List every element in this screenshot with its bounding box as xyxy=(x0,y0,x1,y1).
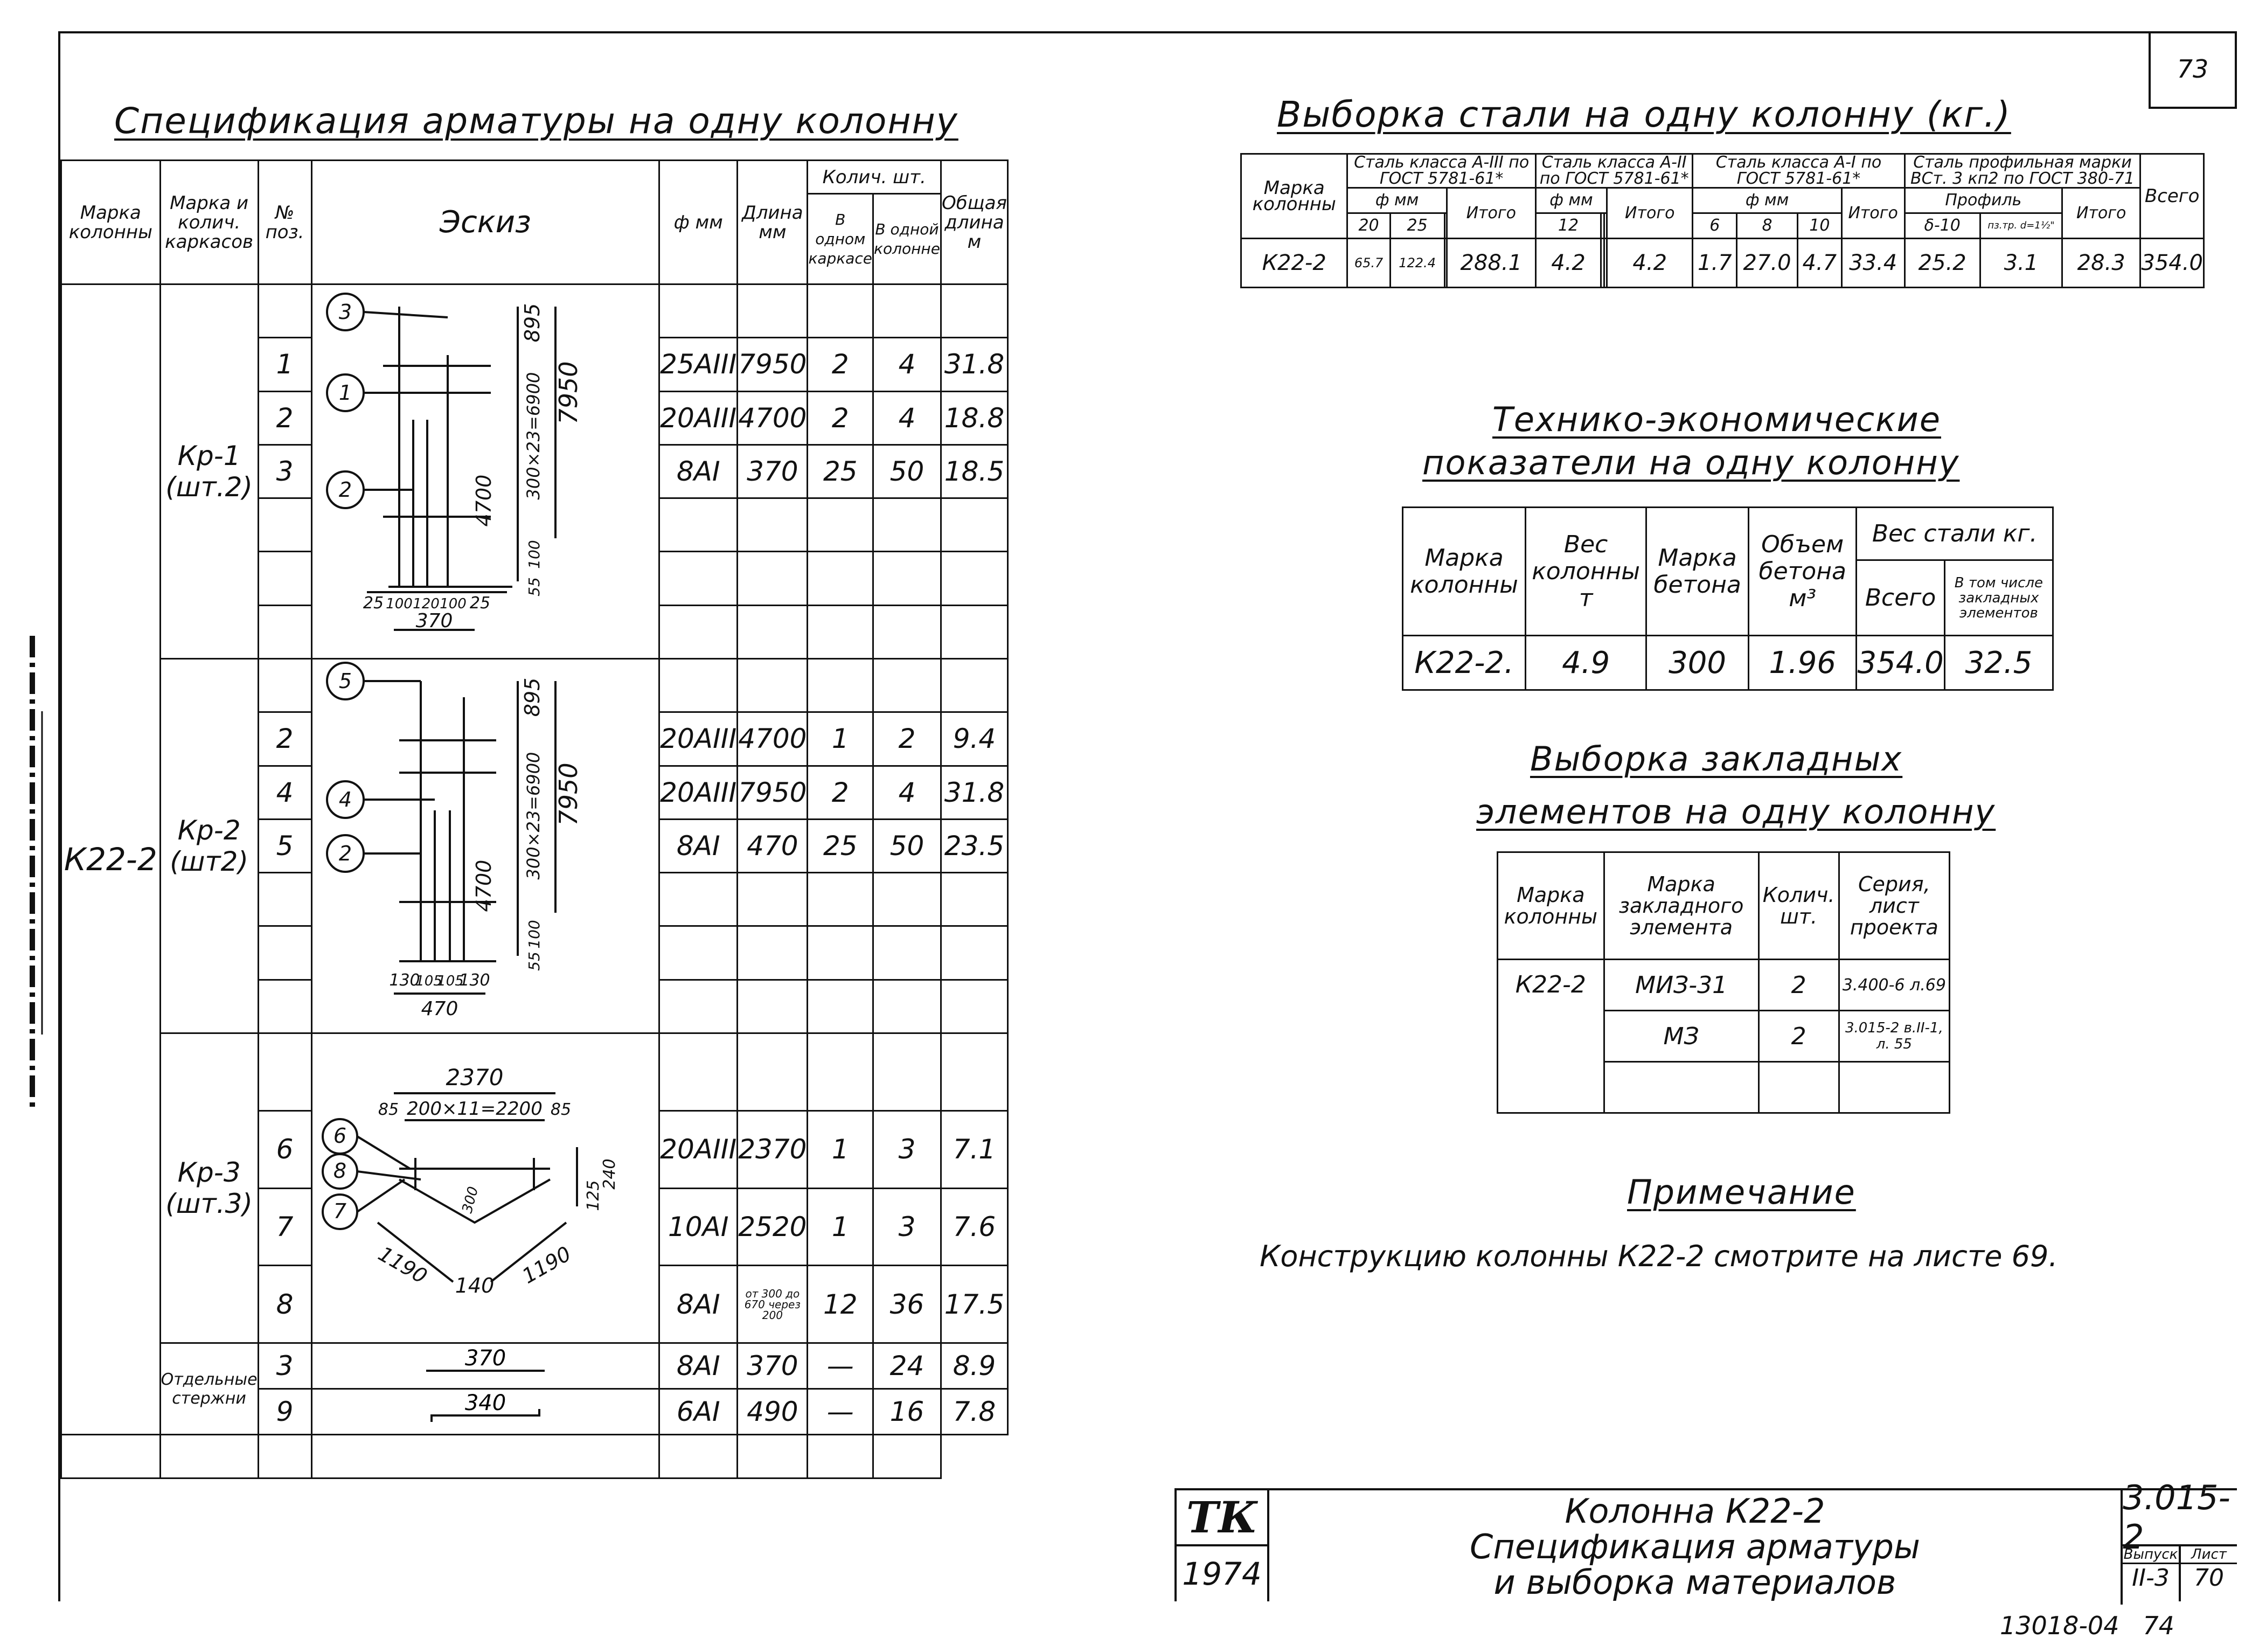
dim-130a: 130 xyxy=(389,971,420,990)
dim-300: 300 xyxy=(459,1185,482,1215)
dim-7950: 7950 xyxy=(553,361,583,425)
table-row: Отдельные стержни 3 370 8АI 370 — 24 8.9 xyxy=(61,1343,1008,1389)
steel-hdr-a1: Сталь класса А-I по ГОСТ 5781-61* xyxy=(1693,154,1904,188)
dim-140: 140 xyxy=(455,1274,495,1297)
dim-125: 125 xyxy=(583,1180,603,1211)
mark-5: 5 xyxy=(338,669,352,693)
steel-row: К22-2 65.7 122.4 288.1 4.2 4.2 1.7 27.0 4.7 33.4 25.2 3.1 28.3 354.0 xyxy=(1241,239,2204,288)
side-binding-marks xyxy=(0,625,48,1121)
sketch-kr1-drawing xyxy=(313,285,658,651)
bar9-dim: 340 xyxy=(464,1391,506,1415)
hdr-length: Длина мм xyxy=(738,161,808,284)
dim-7950-b: 7950 xyxy=(553,762,583,826)
mark-1: 1 xyxy=(338,381,352,405)
sketch-kr1 xyxy=(311,284,659,659)
sketch-kr3-drawing xyxy=(313,1034,658,1336)
tep-row: К22-2. 4.9 300 1.96 354.0 32.5 xyxy=(1403,636,2053,690)
hdr-column-mark: Марка колонны xyxy=(61,161,161,284)
table-row: 5 8АI 470 25 50 23.5 xyxy=(61,819,1008,872)
emb-row: К22-2 МИЗ-31 2 3.400-6 л.69 xyxy=(1498,960,1950,1011)
mark-8: 8 xyxy=(333,1159,346,1183)
dim-6900: 300×23=6900 xyxy=(523,372,544,500)
table-row: 2 20АIII 4700 2 4 18.8 xyxy=(61,391,1008,445)
table-row: 1 25АIII 7950 2 4 31.8 xyxy=(61,338,1008,391)
dim-55-b: 55 xyxy=(525,952,543,971)
emb-row: МЗ 2 3.015-2 в.II-1, л. 55 xyxy=(1498,1011,1950,1062)
tep-table: Марка колонны Вес колонны т Марка бетона Объем бетона м³ Вес стали кг. Всего В том числе закладных элементов К22-2. 4.9 300 1.96 354.0 32.5 xyxy=(1402,506,2054,691)
steel-title: Выборка стали на одну колонну (кг.) xyxy=(1277,94,2011,135)
dim-100b: 100 xyxy=(440,596,467,612)
dim-105a: 105 xyxy=(415,973,442,989)
emb-title-1: Выборка закладных xyxy=(1530,739,1903,779)
dim-2200: 200×11=2200 xyxy=(406,1098,543,1120)
dim-895-b: 895 xyxy=(520,677,544,717)
dim-1190a: 1190 xyxy=(374,1241,432,1288)
cage-kr3: Кр-3 (шт.3) xyxy=(160,1033,258,1343)
table-row: 4 20АIII 7950 2 4 31.8 xyxy=(61,766,1008,819)
dim-120: 120 xyxy=(413,596,440,612)
hdr-total: Общая длина м xyxy=(941,161,1007,284)
dim-6900-b: 300×23=6900 xyxy=(523,752,544,880)
hdr-qty: Колич. шт. xyxy=(808,161,941,194)
table-row: 2 20АIII 4700 1 2 9.4 xyxy=(61,712,1008,766)
mark-3: 3 xyxy=(338,300,352,324)
steel-hdr-profile: Сталь профильная марки ВСт. 3 кп2 по ГОСТ 380-71 xyxy=(1904,154,2140,188)
bar3-dim: 370 xyxy=(464,1346,506,1371)
hdr-qty-cage: В одном каркасе xyxy=(808,194,873,284)
sketch-kr2 xyxy=(311,659,659,1033)
dim-1190b: 1190 xyxy=(518,1241,575,1288)
mark-4: 4 xyxy=(338,788,352,811)
table-row: 9 340 6АI 490 — 16 7.8 xyxy=(61,1389,1008,1435)
dim-100a: 100 xyxy=(386,596,413,612)
bar3-drawing xyxy=(405,1344,566,1382)
sketch-kr3 xyxy=(311,1033,659,1343)
steel-hdr-mark: Марка колонны xyxy=(1241,154,1347,239)
logo: ТК xyxy=(1177,1490,1269,1546)
cage-kr1: Кр-1 (шт.2) xyxy=(160,284,258,659)
hdr-pos: № поз. xyxy=(258,161,311,284)
emb-table: Марка колонны Марка закладного элемента Колич. шт. Серия, лист проекта К22-2 МИЗ-31 2 3.400-6 л.69 МЗ 2 3.015-2 в.II-1, л. 55 xyxy=(1497,851,1950,1114)
sketch-bar9 xyxy=(311,1389,659,1435)
tep-title-2: показатели на одну колонну xyxy=(1422,443,1960,482)
mark-2b: 2 xyxy=(338,842,352,865)
dim-85b: 85 xyxy=(550,1100,571,1119)
sheet-number: 73 xyxy=(2149,31,2237,109)
dim-105b: 105 xyxy=(437,973,464,989)
spec-title: Спецификация арматуры на одну колонну xyxy=(114,100,958,142)
table-row: 7 10АI 2520 1 3 7.6 xyxy=(61,1188,1008,1266)
tep-title-1: Технико-экономические xyxy=(1492,400,1941,439)
steel-hdr-total: Всего xyxy=(2140,154,2204,239)
dim-100-b: 100 xyxy=(525,920,543,949)
steel-hdr-a2: Сталь класса А-II по ГОСТ 5781-61* xyxy=(1535,154,1693,188)
mark-7: 7 xyxy=(333,1199,346,1223)
steel-table: Марка колонны Сталь класса А-III по ГОСТ 5781-61* Сталь класса А-II по ГОСТ 5781-61* Сталь класса А-I по ГОСТ 5781-61* Сталь профильная марки ВСт. 3 кп2 по ГОСТ 380-71 Всего ф мм Итого ф мм Итого ф мм Итого Профиль Итого 20 25 12 6 8 10 δ-10 пз.тр. d=1½" К22-2 65.7 122.4 288.1 4.2 4.2 1.7 27.0 4.7 33.4 25.2 3.1 28.3 354.0 xyxy=(1240,153,2205,288)
hdr-sketch: Эскиз xyxy=(311,161,659,284)
stamp-year: 1974 xyxy=(1177,1546,1269,1601)
table-row: 3 8АI 370 25 50 18.5 xyxy=(61,445,1008,498)
dim-100: 100 xyxy=(525,540,543,569)
mark-6: 6 xyxy=(333,1124,346,1148)
dim-85a: 85 xyxy=(378,1100,399,1119)
dim-4700: 4700 xyxy=(471,474,496,527)
bar9-drawing xyxy=(405,1390,566,1427)
sketch-bar3 xyxy=(311,1343,659,1389)
dim-895: 895 xyxy=(520,303,544,343)
hdr-dia: ф мм xyxy=(659,161,738,284)
cage-separate: Отдельные стержни xyxy=(160,1343,258,1435)
sketch-kr2-drawing xyxy=(313,660,658,1026)
dim-55: 55 xyxy=(525,577,543,596)
note-title: Примечание xyxy=(1627,1172,1856,1212)
dim-130b: 130 xyxy=(459,971,490,990)
bottom-code: 13018-04 74 xyxy=(2000,1611,2174,1640)
note-text: Конструкцию колонны К22-2 смотрите на листе 69. xyxy=(1260,1239,2058,1273)
column-mark-cell: К22-2 xyxy=(61,284,161,1435)
dim-370: 370 xyxy=(415,610,453,632)
hdr-cage-mark: Марка и колич. каркасов xyxy=(160,161,258,284)
stamp-sheet: Лист 70 xyxy=(2181,1546,2237,1601)
table-row: 6 20АIII 2370 1 3 7.1 xyxy=(61,1110,1008,1188)
cage-kr2: Кр-2 (шт2) xyxy=(160,659,258,1033)
table-row: 8 8АI от 300 до 670 через 200 12 36 17.5 xyxy=(61,1266,1008,1343)
stamp-issue: Выпуск II-3 xyxy=(2123,1546,2181,1601)
emb-title-2: элементов на одну колонну xyxy=(1476,792,1996,831)
spec-table xyxy=(60,159,1009,1479)
dim-470: 470 xyxy=(421,998,458,1020)
stamp-name: Колонна К22-2 Спецификация арматуры и выборка материалов xyxy=(1269,1490,2123,1605)
dim-240: 240 xyxy=(600,1158,619,1190)
stamp-code: 3.015-2 xyxy=(2123,1490,2237,1546)
title-block xyxy=(1174,1478,2237,1602)
steel-hdr-a3: Сталь класса А-III по ГОСТ 5781-61* xyxy=(1347,154,1536,188)
dim-25a: 25 xyxy=(363,594,384,613)
dim-2370: 2370 xyxy=(446,1064,504,1091)
mark-2: 2 xyxy=(338,478,352,502)
dim-25b: 25 xyxy=(469,594,490,613)
dim-4700-b: 4700 xyxy=(471,859,496,912)
hdr-qty-col: В одной колонне xyxy=(873,194,941,284)
